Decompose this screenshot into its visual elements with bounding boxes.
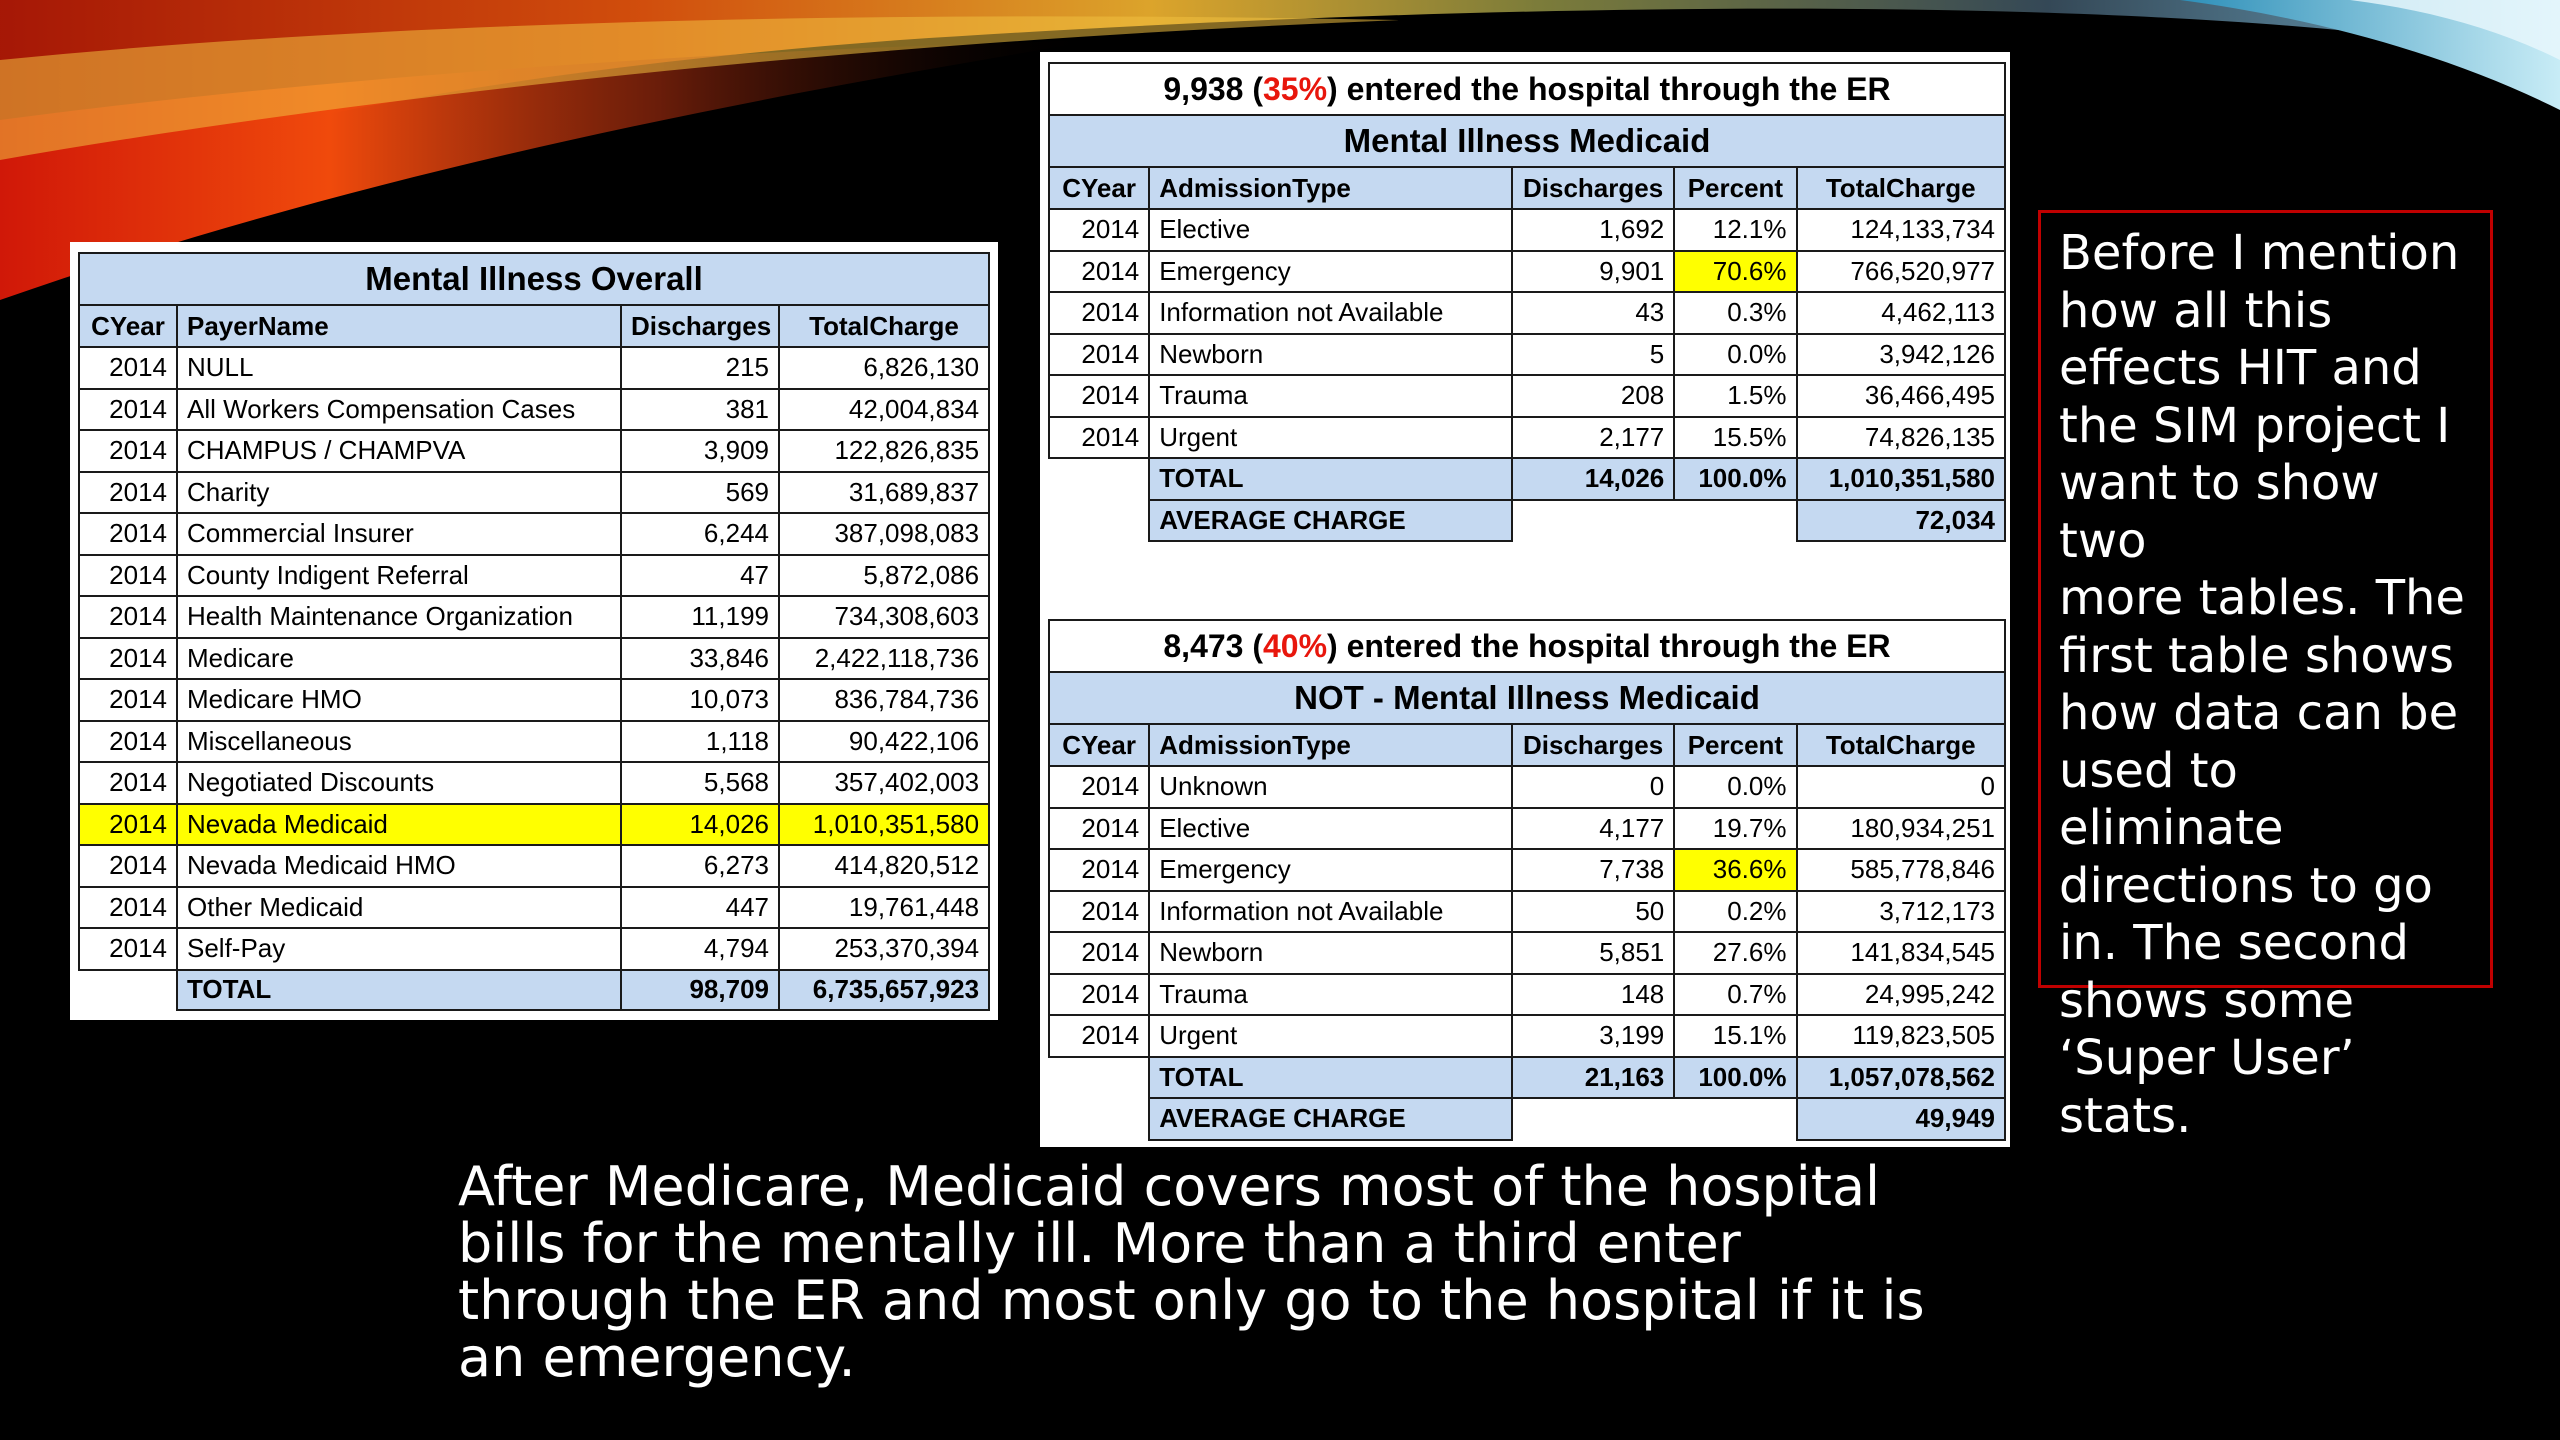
table-cell: Elective: [1149, 808, 1512, 850]
table-cell: 0.0%: [1674, 334, 1796, 376]
table-cell: 74,826,135: [1797, 417, 2006, 459]
table-cell: 2,422,118,736: [779, 638, 989, 680]
table-cell: 2014: [79, 389, 177, 431]
header-payername: PayerName: [177, 305, 621, 347]
table-cell: 2014: [79, 928, 177, 970]
table-cell: 2014: [79, 762, 177, 804]
table-cell: 36.6%: [1674, 849, 1796, 891]
table-cell: Information not Available: [1149, 891, 1512, 933]
table-row: [1049, 251, 2005, 293]
table-row: [1049, 849, 2005, 891]
table-cell: Emergency: [1149, 849, 1512, 891]
speaker-note-line: ‘Super User’ stats.: [2059, 1030, 2355, 1144]
table-cell: 180,934,251: [1797, 808, 2006, 850]
medicaid-section-title: Mental Illness Medicaid: [1049, 115, 2005, 167]
table-cell: 4,462,113: [1797, 292, 2006, 334]
caption-line: an emergency.: [458, 1326, 856, 1389]
table-cell: Other Medicaid: [177, 887, 621, 929]
table-cell: 31,689,837: [779, 472, 989, 514]
table-cell: 43: [1512, 292, 1674, 334]
table-cell: 6,826,130: [779, 347, 989, 389]
table-cell: 7,738: [1512, 849, 1674, 891]
table-cell: 19.7%: [1674, 808, 1796, 850]
table-cell: 3,712,173: [1797, 891, 2006, 933]
not-medicaid-total-discharges: 21,163: [1512, 1057, 1674, 1099]
table-cell: 6,273: [621, 845, 779, 887]
speaker-note-line: directions to go: [2059, 857, 2433, 914]
overall-total-discharges: 98,709: [621, 970, 779, 1010]
table-cell: 0: [1512, 766, 1674, 808]
table-row: [1049, 1015, 2005, 1057]
table-cell: 2014: [79, 804, 177, 846]
table-cell: 141,834,545: [1797, 932, 2006, 974]
not-mental-illness-medicaid-table: [1048, 619, 2006, 1141]
table-cell: 5,568: [621, 762, 779, 804]
table-row: [79, 638, 989, 680]
table-cell: 2,177: [1512, 417, 1674, 459]
table-cell: 42,004,834: [779, 389, 989, 431]
table-cell: 9,901: [1512, 251, 1674, 293]
table-cell: 0: [1797, 766, 2006, 808]
speaker-note-line: how all this: [2059, 282, 2333, 339]
table-cell: 47: [621, 555, 779, 597]
table-cell: 2014: [1049, 251, 1149, 293]
table-cell: 215: [621, 347, 779, 389]
table-cell: County Indigent Referral: [177, 555, 621, 597]
table-row: [79, 430, 989, 472]
table-cell: All Workers Compensation Cases: [177, 389, 621, 431]
table-cell: 2014: [79, 347, 177, 389]
table-cell: 387,098,083: [779, 513, 989, 555]
table-cell: 2014: [1049, 891, 1149, 933]
table-cell: 33,846: [621, 638, 779, 680]
header-totalcharge: TotalCharge: [779, 305, 989, 347]
table-cell: CHAMPUS / CHAMPVA: [177, 430, 621, 472]
table-cell: Trauma: [1149, 974, 1512, 1016]
table-cell: 734,308,603: [779, 596, 989, 638]
table-row: [1049, 766, 2005, 808]
table-cell: Medicare HMO: [177, 679, 621, 721]
table-cell: 2014: [79, 721, 177, 763]
table-cell: Urgent: [1149, 417, 1512, 459]
speaker-note-line: used to eliminate: [2059, 742, 2284, 856]
table-cell: 836,784,736: [779, 679, 989, 721]
table-cell: 3,942,126: [1797, 334, 2006, 376]
speaker-note-line: want to show two: [2059, 455, 2380, 569]
slide-caption: [458, 1155, 2158, 1389]
header-percent: Percent: [1674, 167, 1796, 209]
table-cell: 90,422,106: [779, 721, 989, 763]
table-cell: 1.5%: [1674, 375, 1796, 417]
table-cell: Urgent: [1149, 1015, 1512, 1057]
table-cell: Trauma: [1149, 375, 1512, 417]
table-cell: Health Maintenance Organization: [177, 596, 621, 638]
header-cyear: CYear: [1049, 724, 1149, 766]
table-row: [79, 721, 989, 763]
table-cell: 10,073: [621, 679, 779, 721]
medicaid-total-discharges: 14,026: [1512, 458, 1674, 500]
speaker-note-line: how data can be: [2059, 685, 2459, 741]
table-row: [79, 679, 989, 721]
table-cell: 1,692: [1512, 209, 1674, 251]
speaker-note-line: Before I mention: [2059, 225, 2460, 281]
table-cell: Nevada Medicaid: [177, 804, 621, 846]
table-row: [1049, 932, 2005, 974]
table-cell: 50: [1512, 891, 1674, 933]
table-cell: Charity: [177, 472, 621, 514]
table-cell: 447: [621, 887, 779, 929]
table-row: [79, 928, 989, 970]
table-cell: 2014: [79, 845, 177, 887]
table-row: [1049, 292, 2005, 334]
header-discharges: Discharges: [1512, 167, 1674, 209]
not-medicaid-total-label: TOTAL: [1149, 1057, 1512, 1099]
table-cell: Newborn: [1149, 334, 1512, 376]
table-row: [1049, 974, 2005, 1016]
table-cell: 1,010,351,580: [779, 804, 989, 846]
table-cell: 208: [1512, 375, 1674, 417]
header-admissiontype: AdmissionType: [1149, 167, 1512, 209]
table-cell: 3,199: [1512, 1015, 1674, 1057]
table-cell: Medicare: [177, 638, 621, 680]
caption-line: bills for the mentally ill. More than a third enter: [458, 1212, 1741, 1275]
table-cell: Elective: [1149, 209, 1512, 251]
table-cell: 2014: [79, 430, 177, 472]
header-totalcharge: TotalCharge: [1797, 167, 2006, 209]
table-row: [79, 762, 989, 804]
table-cell: 70.6%: [1674, 251, 1796, 293]
header-discharges: Discharges: [621, 305, 779, 347]
table-cell: 253,370,394: [779, 928, 989, 970]
table-row: [79, 513, 989, 555]
table-cell: 2014: [1049, 1015, 1149, 1057]
header-cyear: CYear: [1049, 167, 1149, 209]
not-medicaid-er-headline: 8,473 (40%) entered the hospital through the ER: [1049, 620, 2005, 672]
table-row: [79, 555, 989, 597]
table-cell: Newborn: [1149, 932, 1512, 974]
table-cell: 2014: [1049, 766, 1149, 808]
table-cell: 5,872,086: [779, 555, 989, 597]
table-cell: 2014: [1049, 417, 1149, 459]
table-row: [1049, 209, 2005, 251]
table-cell: 12.1%: [1674, 209, 1796, 251]
header-percent: Percent: [1674, 724, 1796, 766]
table-cell: 15.5%: [1674, 417, 1796, 459]
header-admissiontype: AdmissionType: [1149, 724, 1512, 766]
table-cell: 2014: [79, 472, 177, 514]
table-cell: 2014: [1049, 808, 1149, 850]
speaker-note-line: more tables. The: [2059, 570, 2465, 626]
medicaid-average-label: AVERAGE CHARGE: [1149, 500, 1512, 542]
table-cell: 4,794: [621, 928, 779, 970]
table-cell: Commercial Insurer: [177, 513, 621, 555]
medicaid-er-headline: 9,938 (35%) entered the hospital through the ER: [1049, 63, 2005, 115]
table-row: [79, 472, 989, 514]
table-row: [79, 596, 989, 638]
speaker-note-box: [2038, 210, 2493, 1144]
overall-title: Mental Illness Overall: [79, 253, 989, 305]
table-cell: 27.6%: [1674, 932, 1796, 974]
speaker-note-line: first table shows: [2059, 627, 2454, 684]
table-cell: Negotiated Discounts: [177, 762, 621, 804]
table-cell: 122,826,835: [779, 430, 989, 472]
table-cell: 5: [1512, 334, 1674, 376]
caption-line: After Medicare, Medicaid covers most of the hospital: [458, 1155, 1881, 1218]
medicaid-total-charge: 1,010,351,580: [1797, 458, 2006, 500]
table-cell: 2014: [79, 596, 177, 638]
table-cell: 3,909: [621, 430, 779, 472]
table-cell: 2014: [1049, 334, 1149, 376]
medicaid-total-percent: 100.0%: [1674, 458, 1796, 500]
table-cell: NULL: [177, 347, 621, 389]
not-medicaid-average-value: 49,949: [1797, 1098, 2006, 1140]
not-medicaid-total-percent: 100.0%: [1674, 1057, 1796, 1099]
table-cell: Emergency: [1149, 251, 1512, 293]
speaker-note-line: shows some: [2059, 972, 2354, 1029]
header-cyear: CYear: [79, 305, 177, 347]
speaker-note-line: the SIM project I: [2059, 397, 2451, 454]
table-cell: 148: [1512, 974, 1674, 1016]
table-row: [1049, 375, 2005, 417]
table-cell: 569: [621, 472, 779, 514]
header-discharges: Discharges: [1512, 724, 1674, 766]
table-row: [1049, 808, 2005, 850]
table-cell: 11,199: [621, 596, 779, 638]
overall-total-label: TOTAL: [177, 970, 621, 1010]
table-cell: 4,177: [1512, 808, 1674, 850]
table-cell: 36,466,495: [1797, 375, 2006, 417]
table-cell: 2014: [1049, 849, 1149, 891]
table-row: [79, 845, 989, 887]
table-cell: 2014: [1049, 932, 1149, 974]
table-cell: 585,778,846: [1797, 849, 2006, 891]
table-cell: 2014: [79, 638, 177, 680]
not-medicaid-total-charge: 1,057,078,562: [1797, 1057, 2006, 1099]
medicaid-total-label: TOTAL: [1149, 458, 1512, 500]
table-cell: 2014: [79, 513, 177, 555]
table-cell: 2014: [79, 679, 177, 721]
table-cell: 5,851: [1512, 932, 1674, 974]
table-cell: 766,520,977: [1797, 251, 2006, 293]
table-row: [1049, 891, 2005, 933]
table-cell: 0.7%: [1674, 974, 1796, 1016]
table-row: [79, 887, 989, 929]
table-cell: 19,761,448: [779, 887, 989, 929]
table-cell: 2014: [79, 555, 177, 597]
table-cell: Miscellaneous: [177, 721, 621, 763]
table-row: [1049, 334, 2005, 376]
mental-illness-overall-table: [78, 252, 990, 1011]
medicaid-tables-card: [1040, 52, 2010, 1147]
header-totalcharge: TotalCharge: [1797, 724, 2006, 766]
caption-line: through the ER and most only go to the hospital if it is: [458, 1269, 1925, 1332]
table-cell: 357,402,003: [779, 762, 989, 804]
table-cell: 2014: [1049, 375, 1149, 417]
table-row: [1049, 417, 2005, 459]
not-medicaid-section-title: NOT - Mental Illness Medicaid: [1049, 672, 2005, 724]
table-cell: 381: [621, 389, 779, 431]
table-cell: 2014: [1049, 292, 1149, 334]
table-cell: 1,118: [621, 721, 779, 763]
table-cell: 2014: [1049, 974, 1149, 1016]
overall-table-card: [70, 242, 998, 1020]
table-cell: Information not Available: [1149, 292, 1512, 334]
table-cell: 24,995,242: [1797, 974, 2006, 1016]
table-cell: Nevada Medicaid HMO: [177, 845, 621, 887]
table-cell: 0.2%: [1674, 891, 1796, 933]
table-cell: 0.3%: [1674, 292, 1796, 334]
mental-illness-medicaid-table: [1048, 62, 2006, 542]
table-cell: 6,244: [621, 513, 779, 555]
overall-total-charge: 6,735,657,923: [779, 970, 989, 1010]
table-cell: 0.0%: [1674, 766, 1796, 808]
medicaid-average-value: 72,034: [1797, 500, 2006, 542]
table-row: [79, 804, 989, 846]
table-cell: 15.1%: [1674, 1015, 1796, 1057]
table-cell: 414,820,512: [779, 845, 989, 887]
table-row: [79, 389, 989, 431]
not-medicaid-average-label: AVERAGE CHARGE: [1149, 1098, 1512, 1140]
table-cell: 119,823,505: [1797, 1015, 2006, 1057]
table-cell: 2014: [1049, 209, 1149, 251]
table-row: [79, 347, 989, 389]
table-cell: Unknown: [1149, 766, 1512, 808]
speaker-note-line: effects HIT and: [2059, 340, 2422, 396]
table-cell: Self-Pay: [177, 928, 621, 970]
speaker-note-line: in. The second: [2059, 915, 2409, 971]
table-cell: 2014: [79, 887, 177, 929]
table-cell: 124,133,734: [1797, 209, 2006, 251]
table-cell: 14,026: [621, 804, 779, 846]
